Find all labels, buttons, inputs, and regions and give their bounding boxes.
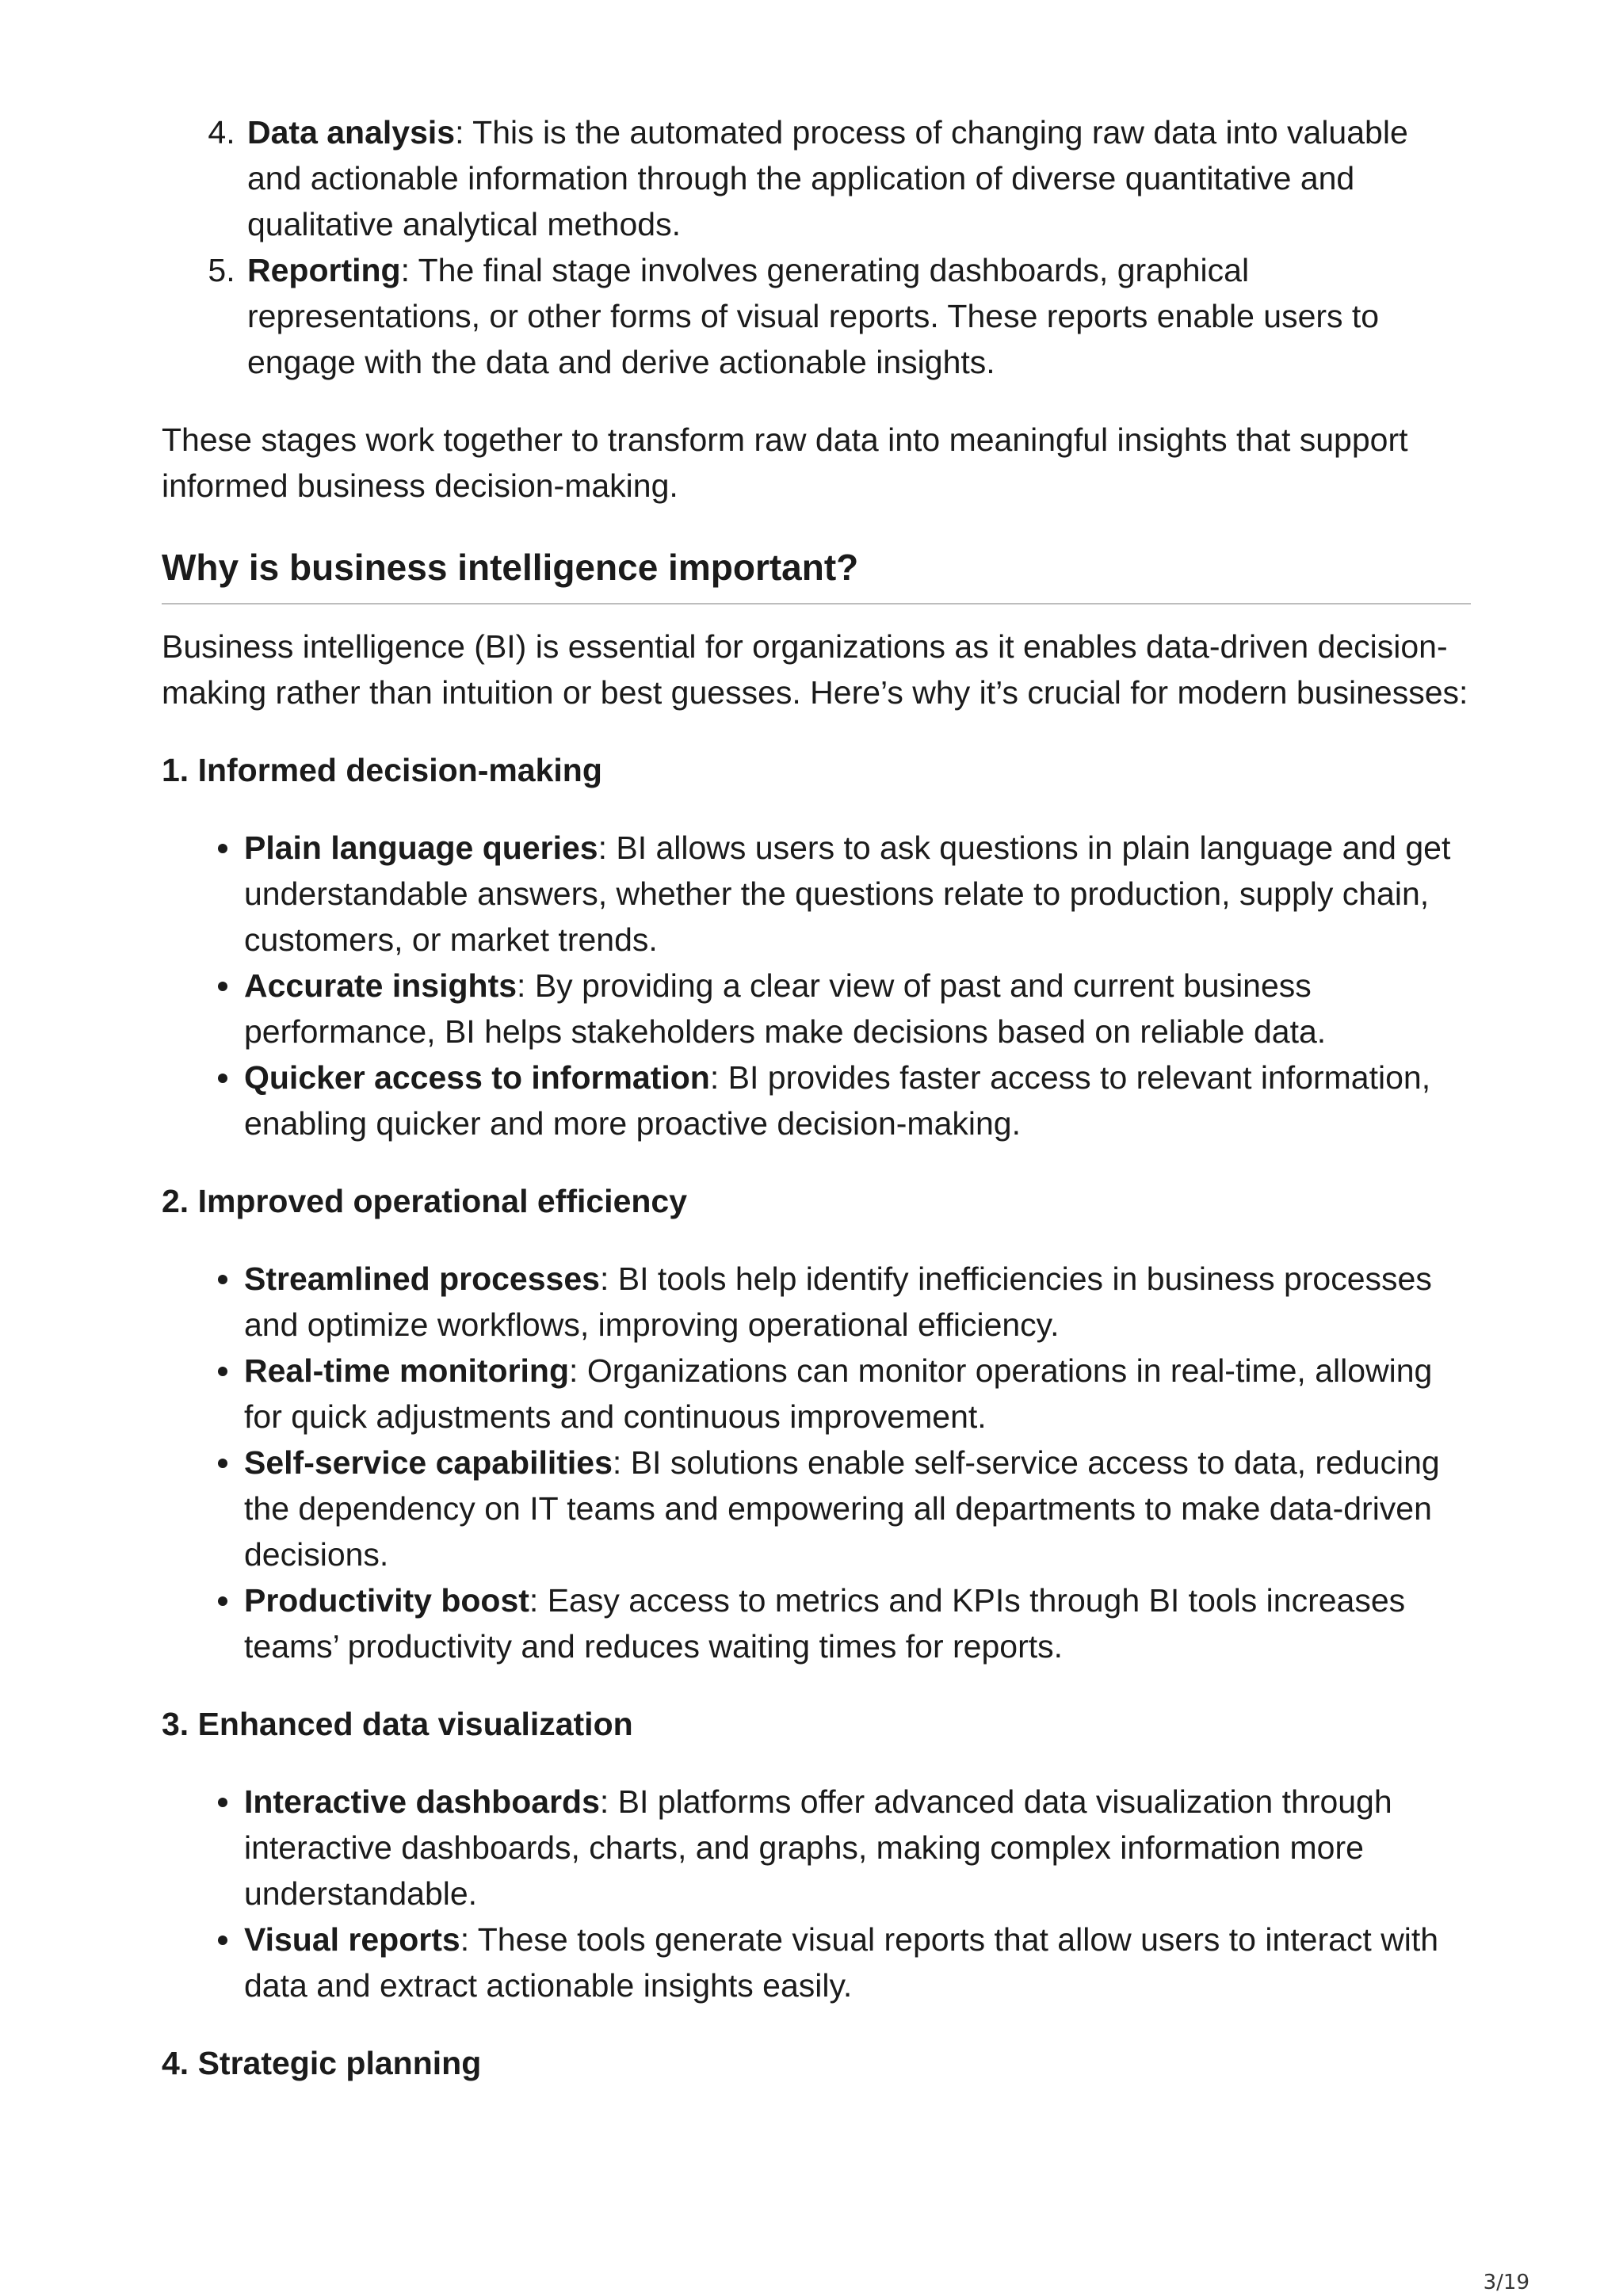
list-item-term: Reporting xyxy=(247,252,401,288)
list-item-text: : The final stage involves generating dashboards, graphical representations, or other forms of visual reports. These reports enable users to engage with the data and derive actionable insights. xyxy=(247,252,1380,380)
list-item-text: : BI solutions enable self-service access to data, reducing the dependency on IT teams and empowering all departments to make data-driven decisions. xyxy=(244,1444,1440,1573)
bullet-icon xyxy=(218,844,227,853)
list-item xyxy=(244,1256,1471,1348)
bullet-icon xyxy=(218,1367,227,1376)
list-item-term: Real-time monitoring xyxy=(244,1352,570,1389)
subsection-heading-data-visualization: 3. Enhanced data visualization xyxy=(162,1706,633,1742)
list-item xyxy=(244,1917,1471,2008)
list-item xyxy=(244,109,1471,247)
page-number: 3/19 xyxy=(1483,2271,1529,2294)
list-item-text: : Easy access to metrics and KPIs through BI tools increases teams’ productivity and reduces waiting times for reports. xyxy=(244,1582,1406,1665)
list-item xyxy=(244,1779,1471,1917)
list-item xyxy=(244,825,1471,963)
list-item-term: Interactive dashboards xyxy=(244,1783,600,1820)
list-item-text: : BI platforms offer advanced data visualization through interactive dashboards, charts, and graphs, making complex information more understandable. xyxy=(244,1783,1392,1912)
bullet-list xyxy=(162,825,1471,1146)
bullet-icon xyxy=(218,1798,227,1807)
article-content xyxy=(162,109,1471,2086)
bullet-icon xyxy=(218,1074,227,1083)
list-item-term: Productivity boost xyxy=(244,1582,529,1619)
list-item-term: Visual reports xyxy=(244,1921,460,1958)
bullet-icon xyxy=(218,1459,227,1468)
list-item-text: : By providing a clear view of past and current business performance, BI helps stakeholders make decisions based on reliable data. xyxy=(244,967,1327,1050)
stages-summary-paragraph: These stages work together to transform raw data into meaningful insights that support informed business decision-making. xyxy=(162,421,1408,504)
bullet-icon xyxy=(218,1936,227,1945)
subsection-heading-operational-efficiency: 2. Improved operational efficiency xyxy=(162,1183,688,1219)
list-item-text: : Organizations can monitor operations in real-time, allowing for quick adjustments and continuous improvement. xyxy=(244,1352,1433,1435)
section-intro-paragraph: Business intelligence (BI) is essential for organizations as it enables data-driven decision-making rather than intuition or best guesses. Here’s why it’s crucial for modern businesses: xyxy=(162,628,1468,711)
list-item-term: Data analysis xyxy=(247,114,456,151)
list-item xyxy=(244,1055,1471,1146)
subsection-heading-informed-decision-making: 1. Informed decision-making xyxy=(162,752,602,788)
list-item-term: Accurate insights xyxy=(244,967,517,1004)
list-item-term: Plain language queries xyxy=(244,830,598,866)
bullet-icon xyxy=(218,1596,227,1606)
list-item-term: Quicker access to information xyxy=(244,1059,710,1096)
list-item-term: Self-service capabilities xyxy=(244,1444,613,1481)
bullet-icon xyxy=(218,982,227,991)
bullet-icon xyxy=(218,1275,227,1284)
list-item xyxy=(244,1348,1471,1440)
list-item xyxy=(244,963,1471,1055)
bullet-list xyxy=(162,1256,1471,1669)
process-stages-list xyxy=(162,109,1471,385)
bullet-list xyxy=(162,1779,1471,2008)
list-item-text: : This is the automated process of changing raw data into valuable and actionable information through the application of diverse quantitative and qualitative analytical methods. xyxy=(247,114,1408,242)
list-item xyxy=(244,1577,1471,1669)
list-item xyxy=(244,247,1471,385)
list-item-text: : BI tools help identify inefficiencies in business processes and optimize workflows, improving operational efficiency. xyxy=(244,1261,1432,1343)
list-item xyxy=(244,1440,1471,1577)
subsection-heading-strategic-planning: 4. Strategic planning xyxy=(162,2045,482,2081)
section-heading: Why is business intelligence important? xyxy=(162,544,1471,605)
list-item-term: Streamlined processes xyxy=(244,1261,600,1297)
list-item-text: : BI allows users to ask questions in plain language and get understandable answers, whether the questions relate to production, supply chain, customers, or market trends. xyxy=(244,830,1451,958)
list-item-text: : BI provides faster access to relevant information, enabling quicker and more proactive decision-making. xyxy=(244,1059,1431,1142)
list-item-text: : These tools generate visual reports that allow users to interact with data and extract actionable insights easily. xyxy=(244,1921,1439,2004)
